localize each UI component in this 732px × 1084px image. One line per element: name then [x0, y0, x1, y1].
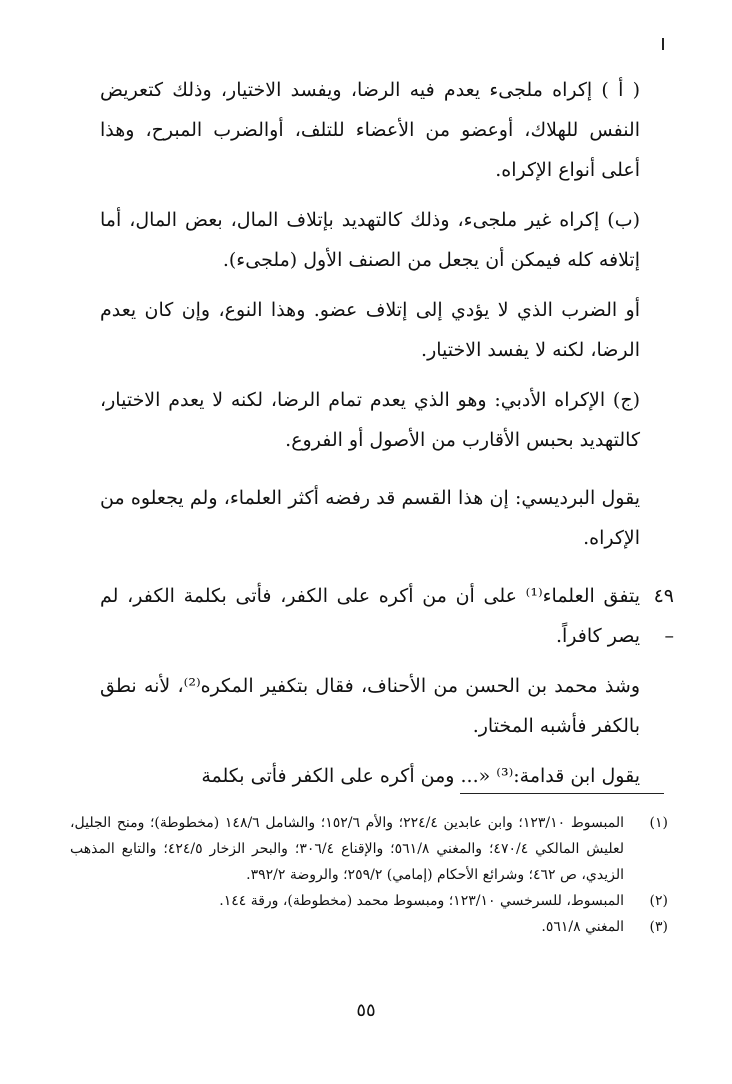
footnote-number: (٢)	[649, 893, 668, 909]
main-text	[100, 70, 674, 806]
footnote-text: المغني ٥٦١/٨.	[541, 919, 624, 935]
paragraph-ikrah-mulji: ( أ ) إكراه ملجىء يعدم فيه الرضا، ويفسد الاختيار، وذلك كتعريض النفس للهلاك، أوعضو من الأعضاء للتلف، أوالضرب المبرح، وهذا أعلى أنواع الإكراه.	[100, 79, 640, 181]
paragraph-ikrah-ghayr-mulji: (ب) إكراه غير ملجىء، وذلك كالتهديد بإتلاف المال، بعض المال، أما إتلافه كله فيمكن أن يجعل من الصنف الأول (ملجىء).	[100, 209, 640, 271]
footnote-divider	[460, 793, 664, 794]
paragraph-ikrah-adabi: (ج) الإكراه الأدبي: وهو الذي يعدم تمام الرضا، لكنه لا يعدم الاختيار، كالتهديد بحبس الأقارب من الأصول أو الفروع.	[100, 389, 640, 451]
paragraph-bardisi: يقول البرديسي: إن هذا القسم قد رفضه أكثر العلماء، ولم يجعلوه من الإكراه.	[100, 487, 640, 549]
section-49	[100, 576, 674, 656]
footnote-1	[70, 810, 668, 888]
page-number: ٥٥	[356, 1000, 376, 1021]
paragraph-darb: أو الضرب الذي لا يؤدي إلى إتلاف عضو. وهذا النوع، وإن كان يعدم الرضا، لكنه لا يفسد الاختيار.	[100, 299, 640, 361]
footnote-text: المبسوط، للسرخسي ١٢٣/١٠؛ ومبسوط محمد (مخطوطة)، ورقة ١٤٤.	[219, 893, 624, 909]
footnote-text: المبسوط ١٢٣/١٠؛ وابن عابدين ٢٢٤/٤؛ والأم ١٥٢/٦؛ والشامل ١٤٨/٦ (مخطوطة)؛ ومنح الجليل، لعليش المالكي ٤٧٠/٤؛ والمغني ٥٦١/٨؛ والإقناع ٣٠٦/٤؛ والبحر الزخار ٤٢٤/٥؛ والتابع المذهب الزيدي، ص ٤٦٢؛ وشرائع الأحكام (إمامي) ٢٥٩/٢؛ والروضة ٣٩٢/٢.	[70, 815, 624, 883]
section-text: يتفق العلماء⁽¹⁾ على أن من أكره على الكفر، فأتى بكلمة الكفر، لم يصر كافراً.	[100, 585, 640, 647]
paragraph-muhammad-hasan: وشذ محمد بن الحسن من الأحناف، فقال بتكفير المكره⁽²⁾، لأنه نطق بالكفر فأشبه المختار.	[100, 675, 640, 737]
footnote-2	[70, 888, 668, 914]
section-number: ٤٩ –	[653, 585, 674, 647]
footnote-number: (٣)	[649, 919, 668, 935]
footnote-number: (١)	[649, 815, 668, 831]
footnote-3	[70, 914, 668, 940]
margin-mark	[662, 38, 664, 50]
footnotes	[70, 810, 668, 940]
paragraph-ibn-qudama: يقول ابن قدامة:⁽³⁾ «... ومن أكره على الكفر فأتى بكلمة	[201, 765, 640, 787]
